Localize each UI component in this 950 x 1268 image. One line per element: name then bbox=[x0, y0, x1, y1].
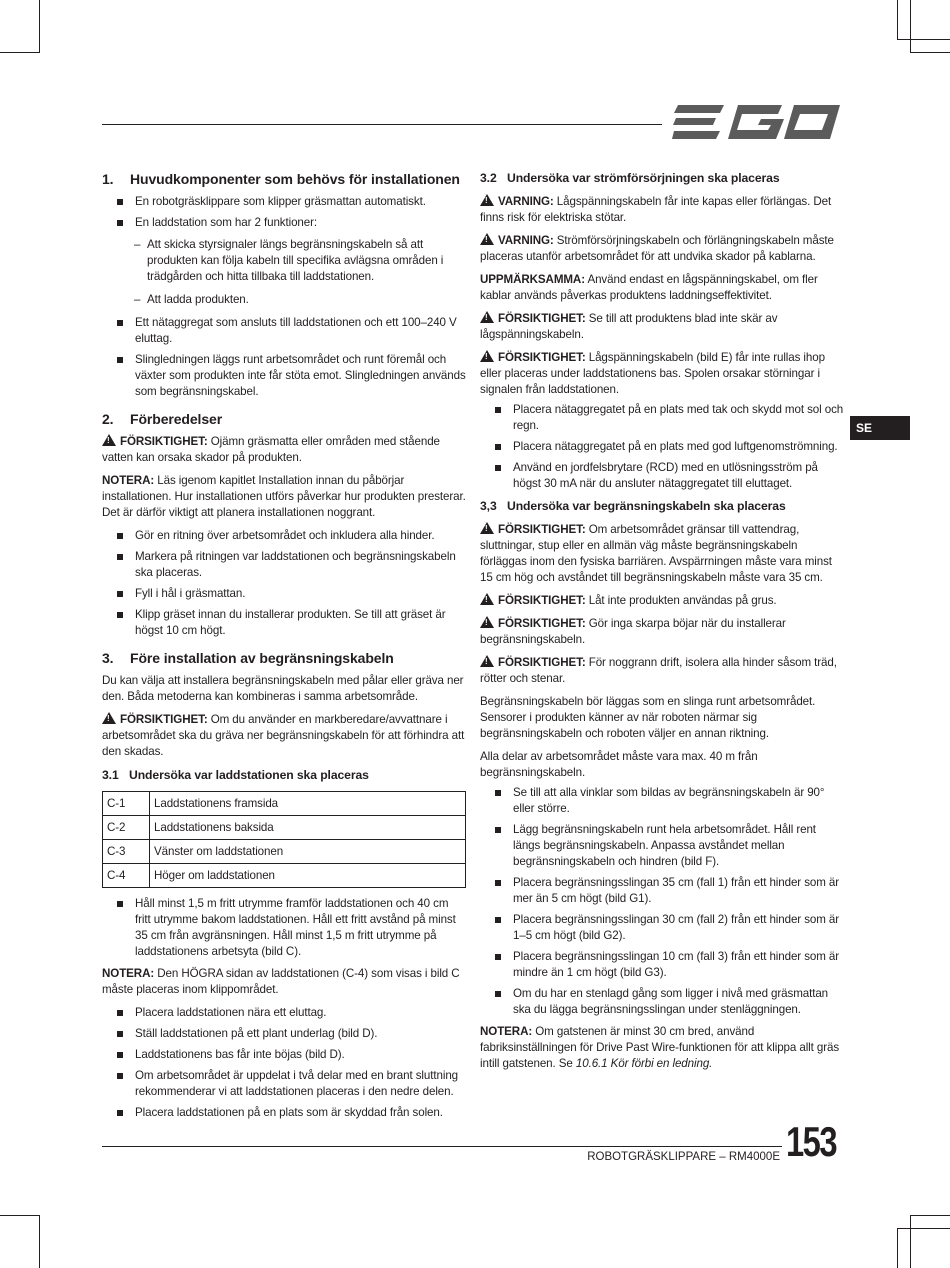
crop-mark-br-v bbox=[910, 1216, 911, 1268]
note-label: NOTERA: bbox=[480, 1025, 533, 1038]
caution-text: Låt inte produkten användas på grus. bbox=[585, 594, 777, 607]
section-title: Huvudkomponenter som behövs för installationen bbox=[130, 171, 460, 187]
note-label: NOTERA: bbox=[102, 474, 155, 487]
list-item: Placera begränsningsslingan 30 cm (fall 2) från ett hinder som är 1–5 cm högt (bild G2). bbox=[480, 912, 846, 944]
caution-paragraph bbox=[480, 311, 846, 343]
section-1-heading bbox=[102, 170, 466, 188]
caution-label: FÖRSIKTIGHET: bbox=[498, 617, 586, 630]
warning-icon bbox=[480, 655, 494, 667]
crop-mark-br-h bbox=[910, 1215, 950, 1216]
note-text: Den HÖGRA sidan av laddstationen (C-4) som visas i bild C måste placeras inom klippområdet. bbox=[102, 967, 460, 996]
table-row bbox=[103, 864, 466, 888]
section-number: 1. bbox=[102, 171, 114, 187]
ego-logo bbox=[672, 103, 844, 143]
list-item: Placera laddstationen nära ett eluttag. bbox=[102, 1005, 466, 1021]
bullet-list bbox=[102, 315, 466, 400]
caution-paragraph bbox=[480, 350, 846, 398]
list-item: En laddstation som har 2 funktioner: bbox=[102, 215, 466, 231]
list-item: Gör en ritning över arbetsområdet och inkludera alla hinder. bbox=[102, 528, 466, 544]
caution-text: Gör inga skarpa böjar när du installerar begränsningskabeln. bbox=[480, 617, 786, 646]
table-cell-code: C-1 bbox=[103, 792, 150, 816]
section-number: 2. bbox=[102, 411, 114, 427]
section-title: Före installation av begränsningskabeln bbox=[130, 650, 394, 666]
crop-mark-tr-v bbox=[910, 0, 911, 52]
caution-label: FÖRSIKTIGHET: bbox=[498, 523, 586, 536]
header-rule bbox=[102, 124, 662, 125]
parts-table bbox=[102, 791, 466, 888]
note-label: NOTERA: bbox=[102, 967, 155, 980]
warning-icon bbox=[102, 434, 116, 446]
table-cell-desc: Höger om laddstationen bbox=[150, 864, 466, 888]
body-paragraph: Du kan välja att installera begränsningskabeln med pålar eller gräva ner den. Båda metoderna kan kombineras i samma arbetsområde. bbox=[102, 674, 464, 703]
left-column bbox=[102, 170, 466, 1127]
page-number: 153 bbox=[786, 1118, 836, 1165]
section-3-3-heading bbox=[480, 498, 846, 514]
list-item: Markera på ritningen var laddstationen och begränsningskabeln ska placeras. bbox=[102, 549, 466, 581]
caution-label: FÖRSIKTIGHET: bbox=[498, 312, 586, 325]
warning-icon bbox=[480, 616, 494, 628]
bullet-list bbox=[102, 896, 466, 960]
footer-rule bbox=[102, 1146, 782, 1147]
table-row bbox=[103, 816, 466, 840]
list-item: Placera begränsningsslingan 10 cm (fall 3) från ett hinder som är mindre än 1 cm högt (bild G3). bbox=[480, 949, 846, 981]
section-title: Förberedelser bbox=[130, 411, 223, 427]
bullet-list bbox=[480, 785, 846, 1018]
list-item: Ställ laddstationen på ett plant underlag (bild D). bbox=[102, 1026, 466, 1042]
caution-label: FÖRSIKTIGHET: bbox=[120, 713, 208, 726]
table-cell-code: C-2 bbox=[103, 816, 150, 840]
note-paragraph bbox=[102, 966, 466, 998]
table-cell-desc: Laddstationens framsida bbox=[150, 792, 466, 816]
caution-paragraph bbox=[480, 616, 846, 648]
list-item: Se till att alla vinklar som bildas av begränsningskabeln är 90° eller större. bbox=[480, 785, 846, 817]
body-paragraph: Begränsningskabeln bör läggas som en slinga runt arbetsområdet. Sensorer i produkten känner av när roboten närmar sig begränsningskabeln och roboten väljer en annan riktning. bbox=[480, 695, 816, 740]
section-number: 3.1 bbox=[102, 768, 119, 782]
crop-mark-tr-h bbox=[910, 52, 950, 53]
list-item: Om arbetsområdet är uppdelat i två delar med en brant sluttning rekommenderar vi att laddstationen placeras i den nedre delen. bbox=[102, 1068, 466, 1100]
list-item: Placera nätaggregatet på en plats med tak och skydd mot sol och regn. bbox=[480, 402, 846, 434]
list-item: Använd en jordfelsbrytare (RCD) med en utlösningsström på högst 30 mA när du ansluter nätaggregatet till eluttaget. bbox=[480, 460, 846, 492]
list-item: Klipp gräset innan du installerar produkten. Se till att gräset är högst 10 cm högt. bbox=[102, 607, 466, 639]
attention-text: Använd endast en lågspänningskabel, om fler kablar används påverkas produktens laddningseffektivitet. bbox=[480, 273, 818, 302]
language-tab: SE bbox=[850, 416, 910, 440]
caution-text: Om du använder en markberedare/avvattnare i arbetsområdet ska du gräva ner begränsningskabeln för att förhindra att den skadas. bbox=[102, 713, 465, 758]
warning-text: Strömförsörjningskabeln och förlängningskabeln måste placeras utanför arbetsområdet för att undvika skador på kablarna. bbox=[480, 234, 834, 263]
list-item: Slingledningen läggs runt arbetsområdet och runt föremål och växter som produkten inte får stöta emot. Slingledningen används som begränsningskabel. bbox=[102, 352, 466, 400]
section-number: 3. bbox=[102, 650, 114, 666]
warning-paragraph bbox=[480, 194, 846, 226]
crop-mark-tl-v bbox=[39, 0, 40, 52]
warning-icon bbox=[480, 350, 494, 362]
list-item: Fyll i hål i gräsmattan. bbox=[102, 586, 466, 602]
caution-paragraph bbox=[102, 712, 466, 760]
crop-mark-bl-h bbox=[0, 1215, 40, 1216]
crop-mark-bl-v bbox=[39, 1216, 40, 1268]
section-title: Undersöka var begränsningskabeln ska placeras bbox=[507, 499, 786, 513]
warning-icon bbox=[480, 233, 494, 245]
section-number: 3,3 bbox=[480, 499, 497, 513]
note-text: Läs igenom kapitlet Installation innan du påbörjar installationen. Hur installationen utförs påverkar hur produkten presterar. Det är därför viktigt att planera installationen noggrant. bbox=[102, 474, 466, 519]
caution-paragraph bbox=[480, 522, 846, 586]
table-row bbox=[103, 840, 466, 864]
list-item: – Att ladda produkten. bbox=[102, 292, 466, 308]
crop-mark-br-v2 bbox=[897, 1228, 898, 1268]
caution-text: Ojämn gräsmatta eller områden med stående vatten kan orsaka skador på produkten. bbox=[102, 435, 440, 464]
list-item: Håll minst 1,5 m fritt utrymme framför laddstationen och 40 cm fritt utrymme bakom laddstationen. Håll ett fritt avstånd på minst 35 cm från avgränsningen. Håll minst 1,5 m fritt utrymme på laddstationens arbetsyta (bild C). bbox=[102, 896, 466, 960]
section-title: Undersöka var laddstationen ska placeras bbox=[129, 768, 369, 782]
section-number: 3.2 bbox=[480, 171, 497, 185]
section-title: Undersöka var strömförsörjningen ska placeras bbox=[507, 171, 780, 185]
table-cell-code: C-4 bbox=[103, 864, 150, 888]
caution-label: FÖRSIKTIGHET: bbox=[498, 656, 586, 669]
caution-text: Se till att produktens blad inte skär av lågspänningskabeln. bbox=[480, 312, 778, 341]
dash-list bbox=[102, 237, 466, 308]
caution-paragraph bbox=[480, 593, 846, 609]
list-item: – Att skicka styrsignaler längs begränsningskabeln så att produkten kan följa kabeln till specifika avlägsna områden i trädgården och hitta tillbaka till laddstationen. bbox=[102, 237, 466, 285]
section-3-2-heading bbox=[480, 170, 846, 186]
warning-icon bbox=[480, 522, 494, 534]
crop-mark-br-h2 bbox=[897, 1228, 950, 1229]
right-column bbox=[480, 170, 846, 1079]
list-item: Ett nätaggregat som ansluts till laddstationen och ett 100–240 V eluttag. bbox=[102, 315, 466, 347]
bullet-list bbox=[102, 528, 466, 639]
warning-paragraph bbox=[480, 233, 846, 265]
warning-icon bbox=[480, 593, 494, 605]
warning-label: VARNING: bbox=[498, 195, 554, 208]
bullet-list bbox=[102, 194, 466, 231]
caution-text: Om arbetsområdet gränsar till vattendrag, sluttningar, stup eller en allmän väg måste begränsningskabeln förläggas inom den fysiska barriären. Avspärrningen måste vara minst 15 cm hög och avståndet till begränsningskabeln måste vara 35 cm. bbox=[480, 523, 832, 584]
table-cell-desc: Laddstationens baksida bbox=[150, 816, 466, 840]
warning-icon bbox=[102, 712, 116, 724]
list-item: Placera nätaggregatet på en plats med god luftgenomströmning. bbox=[480, 439, 846, 455]
warning-label: VARNING: bbox=[498, 234, 554, 247]
list-item: Laddstationens bas får inte böjas (bild D). bbox=[102, 1047, 466, 1063]
caution-label: FÖRSIKTIGHET: bbox=[498, 351, 586, 364]
body-paragraph: Alla delar av arbetsområdet måste vara max. 40 m från begränsningskabeln. bbox=[480, 750, 758, 779]
crop-mark-tl-h bbox=[0, 52, 40, 53]
attention-paragraph bbox=[480, 272, 846, 304]
list-item: Om du har en stenlagd gång som ligger i nivå med gräsmattan ska du lägga begränsningsslingan under stenläggningen. bbox=[480, 986, 846, 1018]
footer-product: ROBOTGRÄSKLIPPARE – RM4000E bbox=[587, 1151, 780, 1163]
section-3-heading bbox=[102, 649, 466, 667]
note-paragraph bbox=[102, 473, 466, 521]
cross-reference: 10.6.1 Kör förbi en ledning. bbox=[575, 1057, 713, 1070]
caution-text: Lågspänningskabeln (bild E) får inte rullas ihop eller placeras under laddstationens bas. Spolen orsakar störningar i signalen från laddstationen. bbox=[480, 351, 825, 396]
warning-icon bbox=[480, 194, 494, 206]
section-2-heading bbox=[102, 410, 466, 428]
attention-label: UPPMÄRKSAMMA: bbox=[480, 273, 585, 286]
table-cell-desc: Vänster om laddstationen bbox=[150, 840, 466, 864]
caution-label: FÖRSIKTIGHET: bbox=[498, 594, 586, 607]
list-item: Placera begränsningsslingan 35 cm (fall 1) från ett hinder som är mer än 5 cm högt (bild G1). bbox=[480, 875, 846, 907]
list-item: Lägg begränsningskabeln runt hela arbetsområdet. Håll rent längs begränsningskabeln. Anpassa avståndet mellan begränsningskabeln och hindren (bild F). bbox=[480, 822, 846, 870]
table-row bbox=[103, 792, 466, 816]
warning-icon bbox=[480, 311, 494, 323]
note-text: Om gatstenen är minst 30 cm bred, använd fabriksinställningen för Drive Past Wire-funktionen för att klippa allt gräs intill gatstenen. Se bbox=[480, 1025, 840, 1070]
bullet-list bbox=[102, 1005, 466, 1121]
section-3-1-heading bbox=[102, 767, 466, 783]
caution-paragraph bbox=[480, 655, 846, 687]
crop-mark-tr-h2 bbox=[897, 39, 950, 40]
list-item: En robotgräsklippare som klipper gräsmattan automatiskt. bbox=[102, 194, 466, 210]
note-paragraph bbox=[480, 1024, 846, 1072]
caution-paragraph bbox=[102, 434, 466, 466]
caution-text: För noggrann drift, isolera alla hinder såsom träd, rötter och stenar. bbox=[480, 656, 837, 685]
bullet-list bbox=[480, 402, 846, 492]
warning-text: Lågspänningskabeln får inte kapas eller förlängas. Det finns risk för elektriska stötar. bbox=[480, 195, 832, 224]
crop-mark-tr-v2 bbox=[897, 0, 898, 40]
list-item: Placera laddstationen på en plats som är skyddad från solen. bbox=[102, 1105, 466, 1121]
table-cell-code: C-3 bbox=[103, 840, 150, 864]
caution-label: FÖRSIKTIGHET: bbox=[120, 435, 208, 448]
